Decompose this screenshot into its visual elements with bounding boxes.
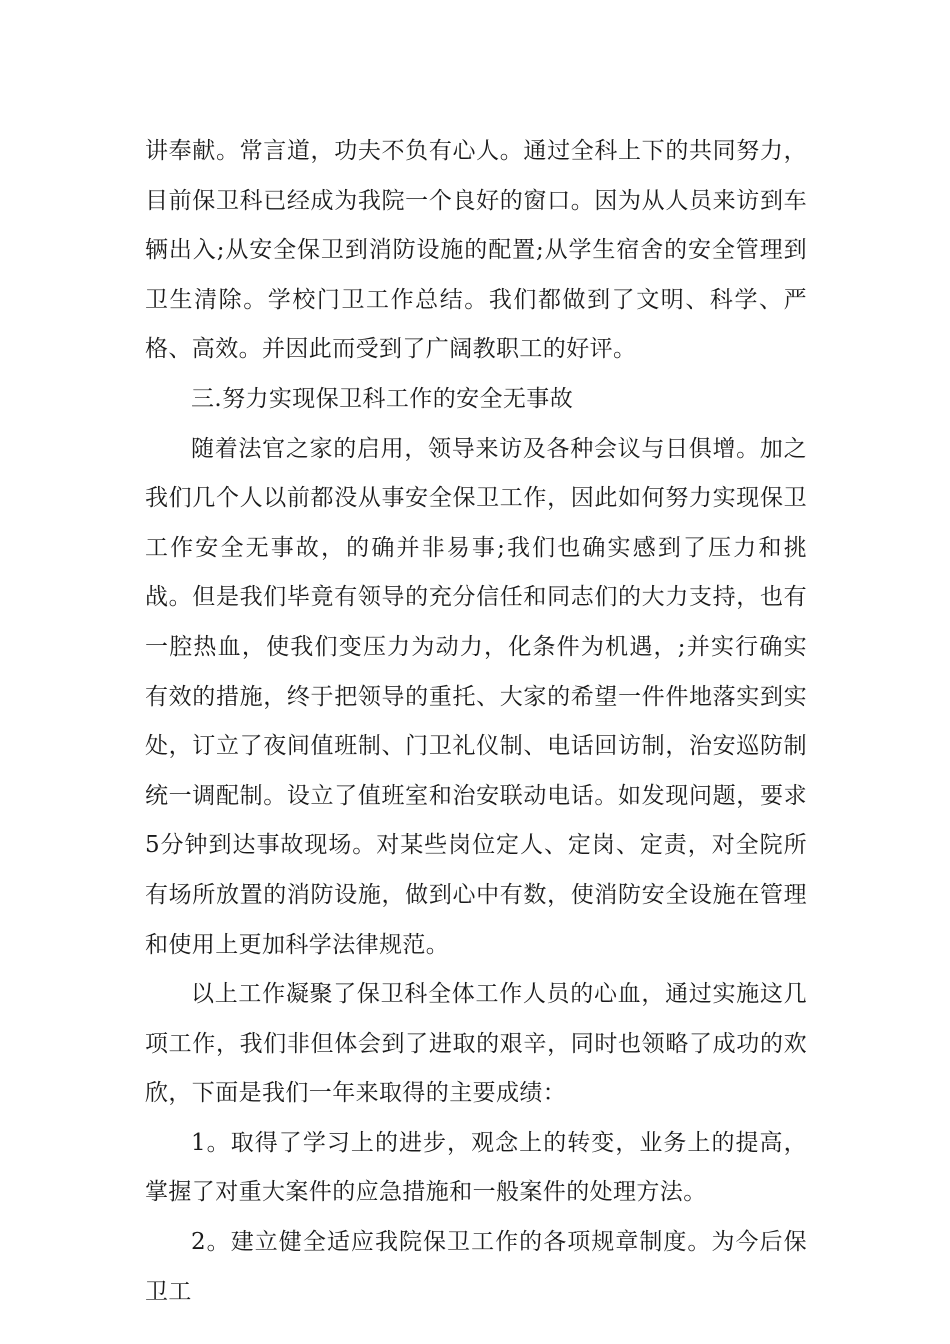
- list-item-achievement-2: 2。建立健全适应我院保卫工作的各项规章制度。为今后保卫工: [145, 1229, 807, 1305]
- paragraph-achievements-intro: 以上工作凝聚了保卫科全体工作人员的心血，通过实施这几项工作，我们非但体会到了进取的艰辛，同时也领略了成功的欢欣，下面是我们一年来取得的主要成绩：: [145, 981, 807, 1107]
- list-item-achievement-1: 1。取得了学习上的进步，观念上的转变，业务上的提高，掌握了对重大案件的应急措施和一般案件的处理方法。: [145, 1129, 807, 1206]
- document-body: [145, 127, 807, 1317]
- paragraph-safety-measures: 随着法官之家的启用，领导来访及各种会议与日俱增。加之我们几个人以前都没从事安全保卫工作，因此如何努力实现保卫工作安全无事故，的确并非易事;我们也确实感到了压力和挑战。但是我们毕竟有领导的充分信任和同志们的大力支持，也有一腔热血，使我们变压力为动力，化条件为机遇，;并实行确实有效的措施，终于把领导的重托、大家的希望一件件地落实到实处，订立了夜间值班制、门卫礼仪制、电话回访制，治安巡防制统一调配制。设立了值班室和治安联动电话。如发现问题，要求5分钟到达事故现场。对某些岗位定人、定岗、定责，对全院所有场所放置的消防设施，做到心中有数，使消防安全设施在管理和使用上更加科学法律规范。: [145, 435, 807, 958]
- section-heading: 三.努力实现保卫科工作的安全无事故: [191, 385, 574, 412]
- paragraph-continuation: 讲奉献。常言道，功夫不负有心人。通过全科上下的共同努力，目前保卫科已经成为我院一个良好的窗口。因为从人员来访到车辆出入;从安全保卫到消防设施的配置;从学生宿舍的安全管理到卫生清除。学校门卫工作总结。我们都做到了文明、科学、严格、高效。并因此而受到了广阔教职工的好评。: [145, 138, 807, 363]
